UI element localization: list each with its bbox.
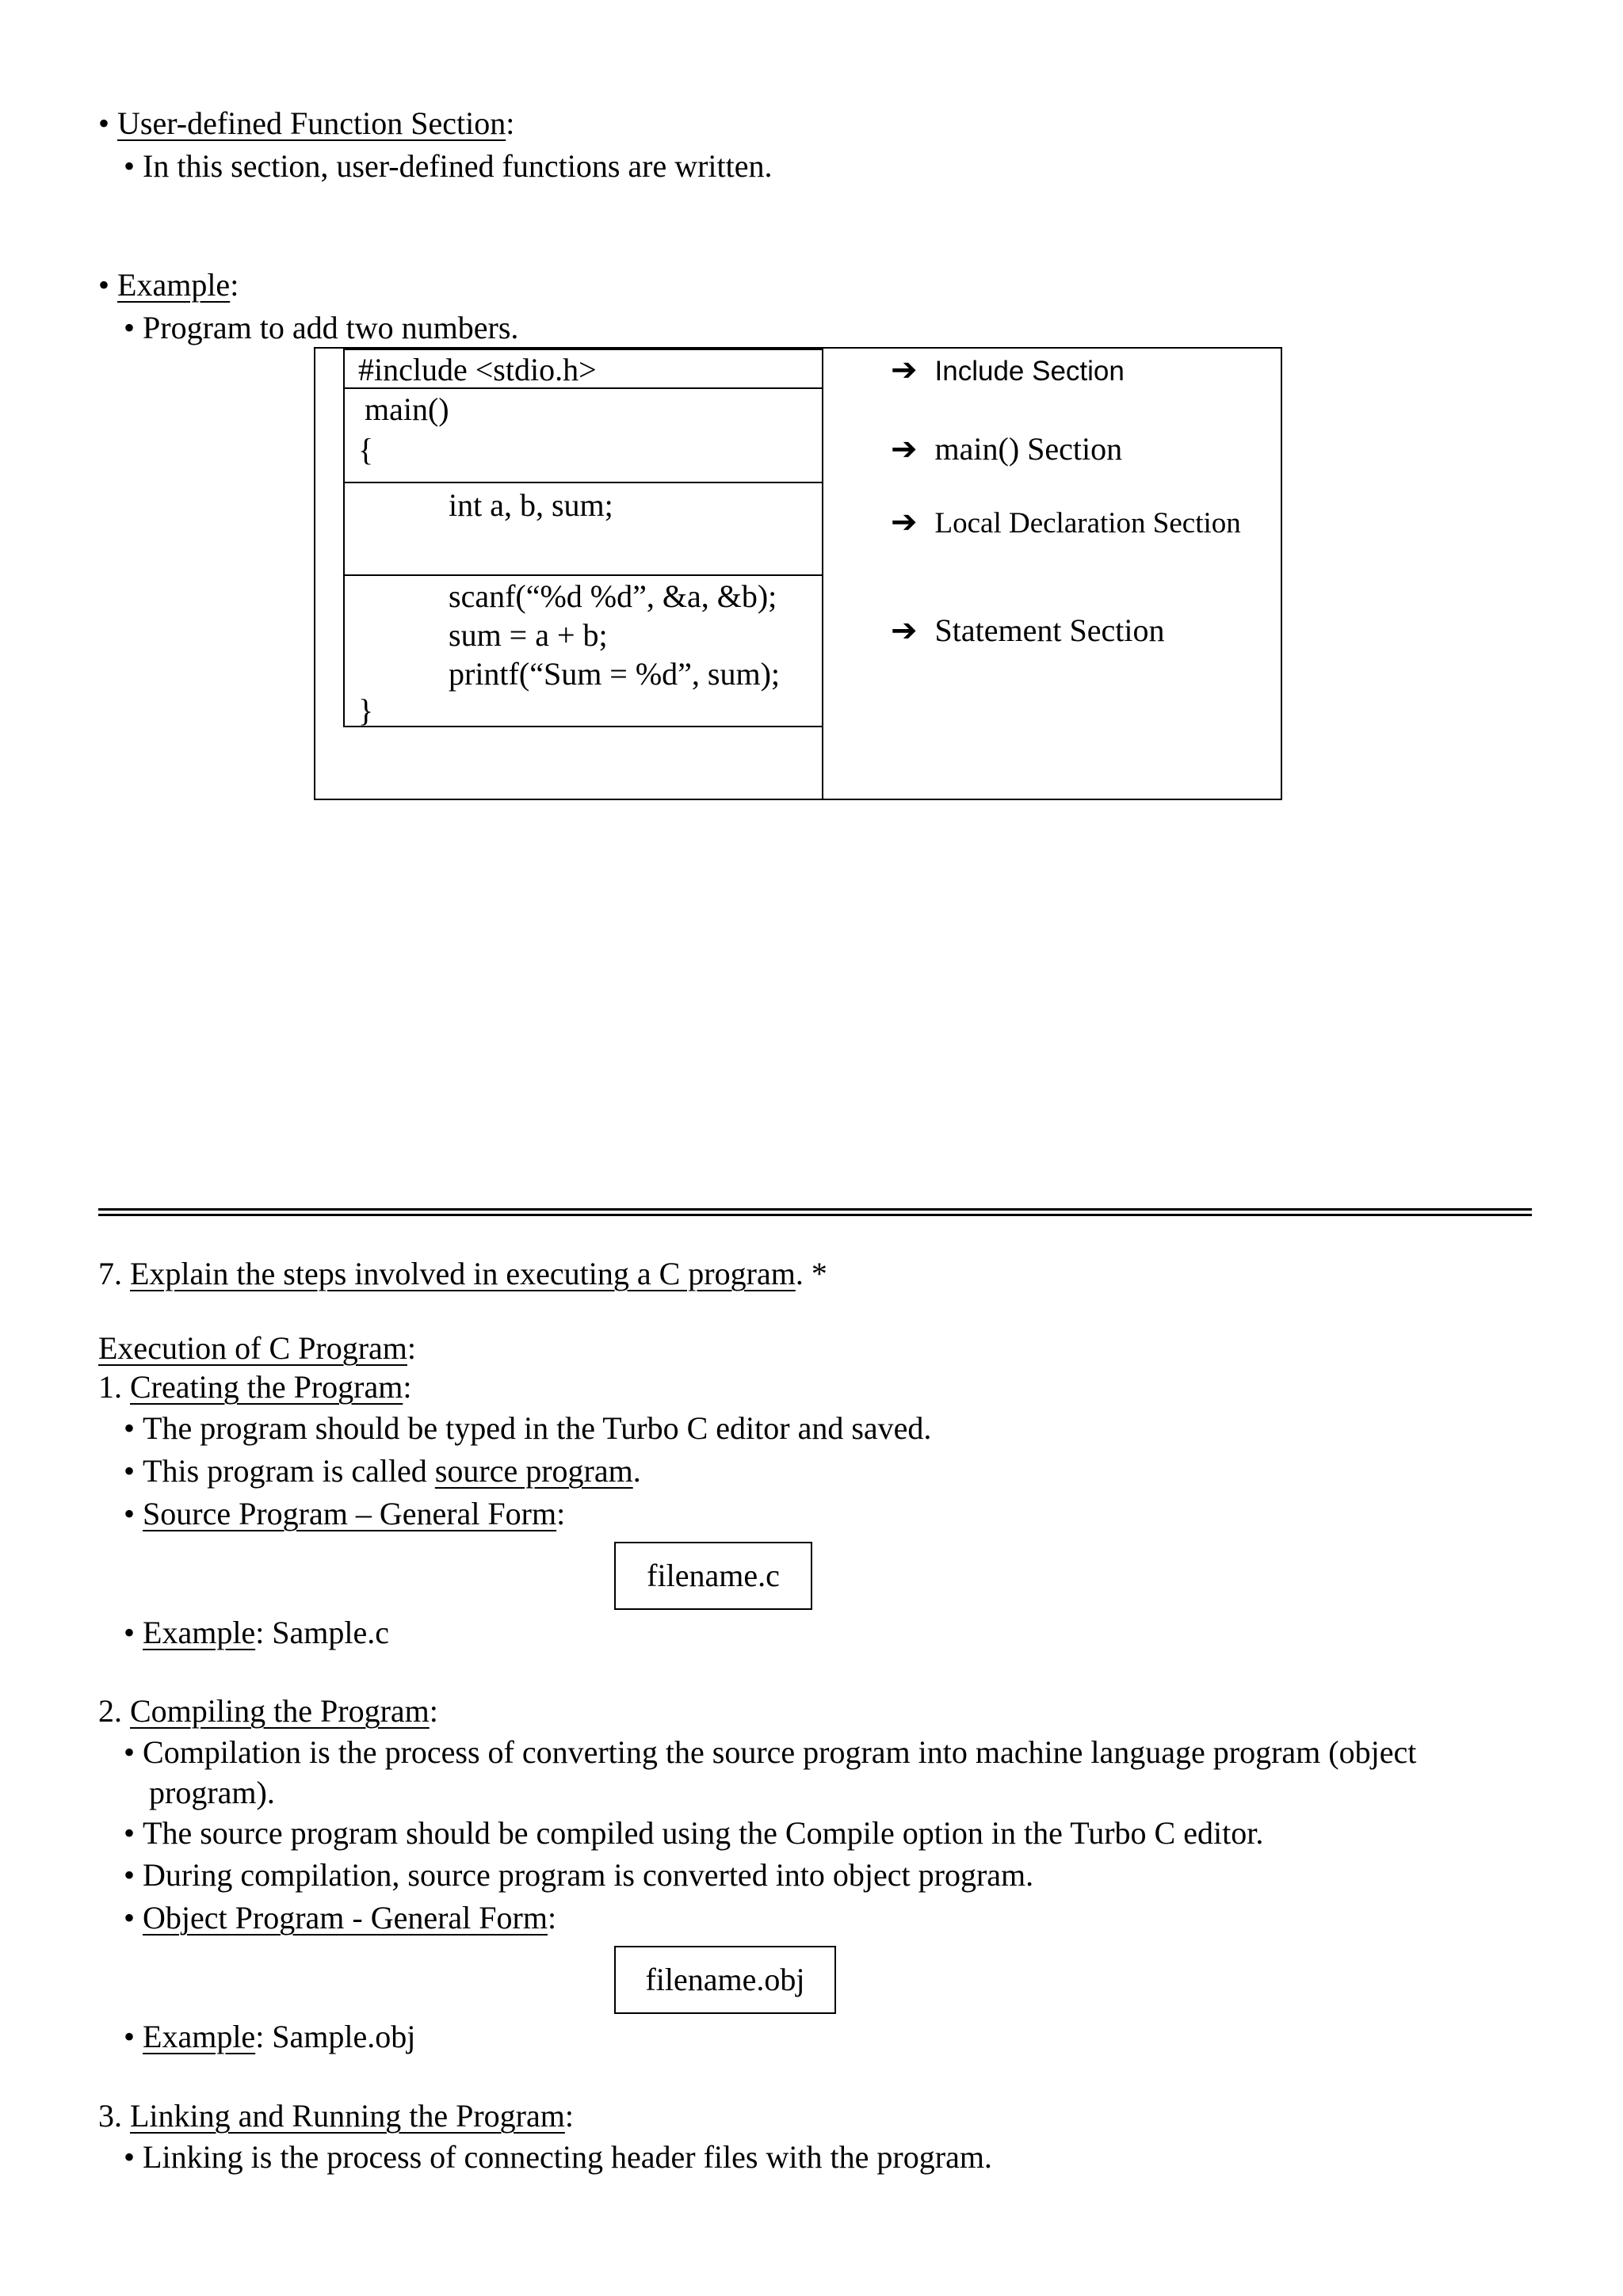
label-main-section: ➔ main() Section	[891, 431, 1123, 467]
label-local-declaration-section: ➔ Local Declaration Section	[891, 504, 1241, 540]
step-2-bullet-1-continued: program).	[149, 1775, 275, 1810]
step-2-bullet-2: • The source program should be compiled using the Compile option in the Turbo C editor.	[124, 1815, 1264, 1851]
step-2-bullet-4: • Object Program - General Form:	[124, 1900, 557, 1936]
object-filename-box: filename.obj	[614, 1946, 836, 2014]
code-sum-line: sum = a + b;	[449, 617, 608, 653]
user-defined-section-heading: • User-defined Function Section:	[98, 105, 515, 141]
arrow-right-icon: ➔	[891, 504, 918, 540]
user-defined-section-bullet: • In this section, user-defined functions are written.	[124, 148, 773, 184]
question-7: 7. Explain the steps involved in executing a C program. *	[98, 1256, 827, 1291]
code-divider-include	[343, 387, 823, 389]
execution-heading: Execution of C Program:	[98, 1330, 417, 1366]
label-include-section: ➔ Include Section	[891, 352, 1125, 388]
step-1-heading: 1. Creating the Program:	[98, 1369, 412, 1405]
code-printf-line: printf(“Sum = %d”, sum);	[449, 656, 781, 692]
step-1-bullet-1: • The program should be typed in the Turbo C editor and saved.	[124, 1410, 932, 1446]
example-heading: • Example:	[98, 267, 239, 303]
code-declaration-line: int a, b, sum;	[449, 487, 613, 523]
example-bullet: • Program to add two numbers.	[124, 310, 519, 345]
step-1-bullet-2: • This program is called source program.	[124, 1453, 641, 1489]
code-open-brace: {	[358, 432, 374, 467]
code-divider-main	[343, 482, 823, 483]
step-2-example: • Example: Sample.obj	[124, 2019, 416, 2054]
step-2-bullet-1: • Compilation is the process of converting the source program into machine language program (object	[124, 1734, 1417, 1770]
step-1-bullet-3: • Source Program – General Form:	[124, 1496, 566, 1531]
step-3-bullet-1: • Linking is the process of connecting header files with the program.	[124, 2139, 992, 2175]
code-main-line: main()	[365, 391, 449, 427]
arrow-right-icon: ➔	[891, 352, 918, 388]
code-close-brace: }	[358, 692, 374, 728]
arrow-right-icon: ➔	[891, 431, 918, 467]
section-divider-bottom	[98, 1214, 1532, 1216]
code-scanf-line: scanf(“%d %d”, &a, &b);	[449, 578, 777, 614]
source-filename-box: filename.c	[614, 1542, 812, 1610]
code-divider-declaration	[343, 574, 823, 576]
label-statement-section: ➔ Statement Section	[891, 612, 1165, 649]
arrow-right-icon: ➔	[891, 612, 918, 649]
step-3-heading: 3. Linking and Running the Program:	[98, 2098, 574, 2134]
code-include-line: #include <stdio.h>	[358, 352, 597, 387]
step-2-heading: 2. Compiling the Program:	[98, 1693, 438, 1729]
step-1-example: • Example: Sample.c	[124, 1615, 390, 1650]
step-2-bullet-3: • During compilation, source program is converted into object program.	[124, 1857, 1034, 1893]
section-divider-top	[98, 1208, 1532, 1211]
